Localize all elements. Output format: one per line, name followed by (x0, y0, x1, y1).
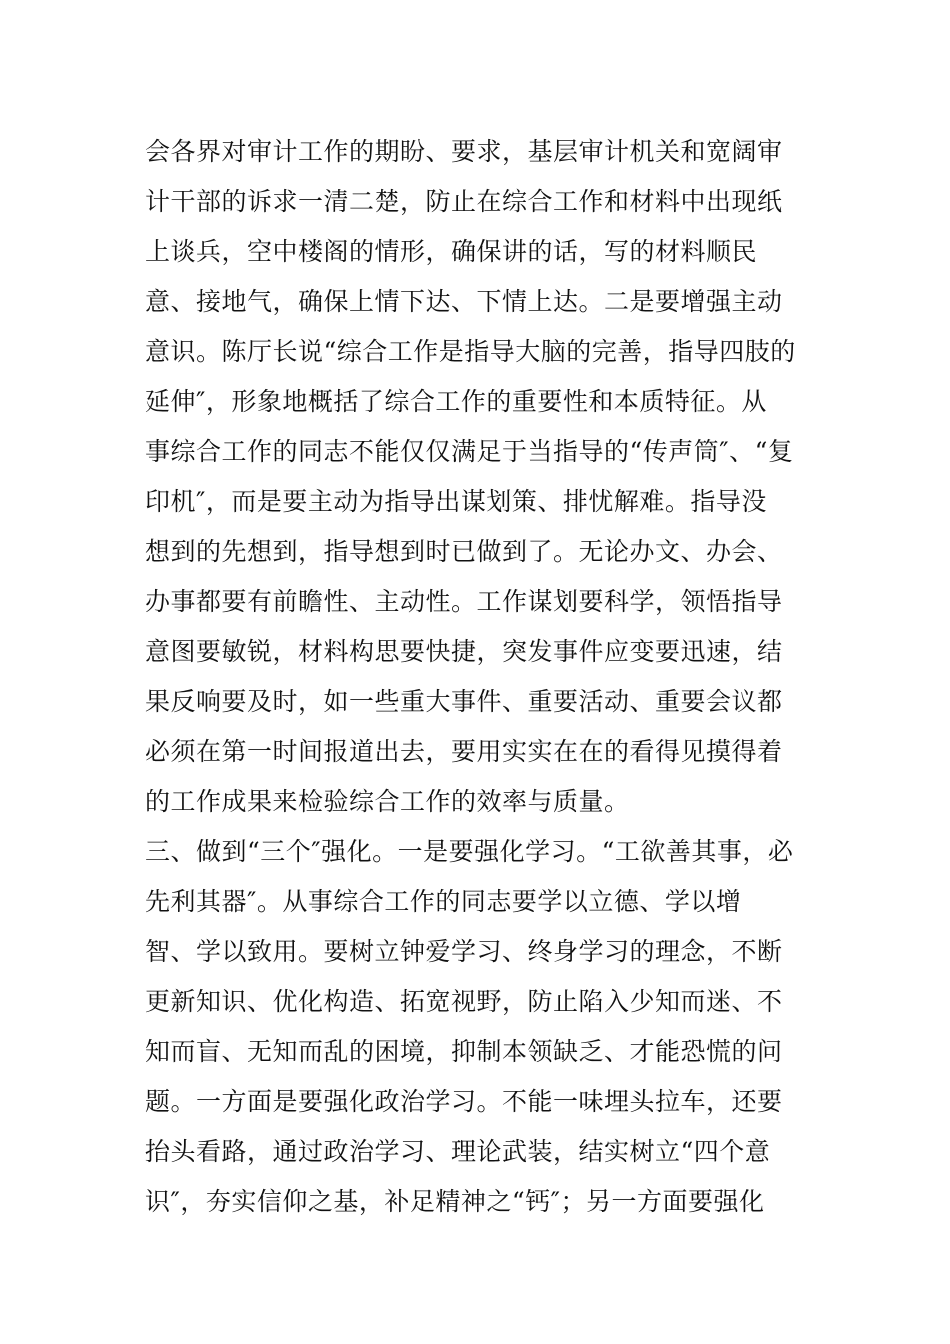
text-line: 知而盲、无知而乱的困境，抑制本领缺乏、才能恐慌的问 (145, 1037, 783, 1066)
text-line: 更新知识、优化构造、拓宽视野，防止陷入少知而迷、不 (145, 987, 783, 1016)
text-line: 意图要敏锐，材料构思要快捷，突发事件应变要迅速，结 (145, 637, 783, 666)
text-line: 想到的先想到，指导想到时已做到了。无论办文、办会、 (145, 537, 783, 566)
text-line: 会各界对审计工作的期盼、要求，基层审计机关和宽阔审 (145, 137, 783, 166)
text-line: 抬头看路，通过政治学习、理论武装，结实树立“四个意 (145, 1137, 771, 1166)
text-line: 必须在第一时间报道出去，要用实实在在的看得见摸得着 (145, 737, 783, 766)
body-text (145, 127, 825, 1227)
text-line: 识″，夯实信仰之基，补足精神之“钙″；另一方面要强化 (145, 1187, 765, 1216)
text-line: 题。一方面是要强化政治学习。不能一味埋头拉车，还要 (145, 1087, 783, 1116)
text-line: 的工作成果来检验综合工作的效率与质量。 (145, 787, 630, 816)
text-line: 延伸″，形象地概括了综合工作的重要性和本质特征。从 (145, 387, 767, 416)
text-line: 事综合工作的同志不能仅仅满足于当指导的“传声筒″、“复 (145, 437, 794, 466)
text-line: 上谈兵，空中楼阁的情形，确保讲的话，写的材料顺民 (145, 237, 758, 266)
text-line: 三、做到“三个″强化。一是要强化学习。“工欲善其事，必 (145, 837, 794, 866)
text-line: 计干部的诉求一清二楚，防止在综合工作和材料中出现纸 (145, 187, 783, 216)
text-line: 智、学以致用。要树立钟爱学习、终身学习的理念，不断 (145, 937, 783, 966)
text-line: 果反响要及时，如一些重大事件、重要活动、重要会议都 (145, 687, 783, 716)
text-line: 先利其器″。从事综合工作的同志要学以立德、学以增 (145, 887, 742, 916)
text-line: 意识。陈厅长说“综合工作是指导大脑的完善，指导四肢的 (145, 337, 796, 366)
text-line: 办事都要有前瞻性、主动性。工作谋划要科学，领悟指导 (145, 587, 783, 616)
text-line: 意、接地气，确保上情下达、下情上达。二是要增强主动 (145, 287, 783, 316)
text-line: 印机″，而是要主动为指导出谋划策、排忧解难。指导没 (145, 487, 767, 516)
